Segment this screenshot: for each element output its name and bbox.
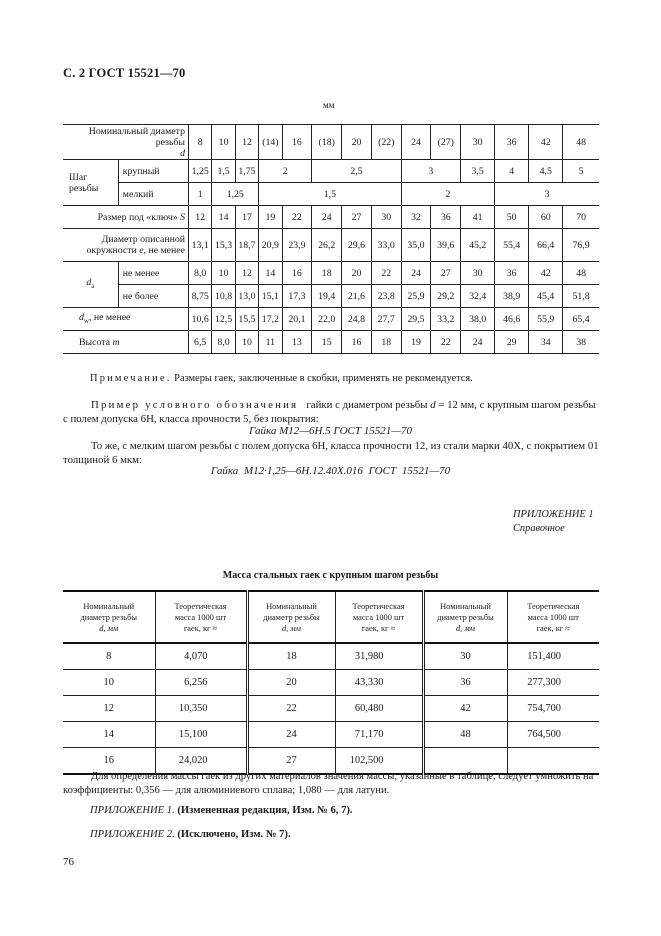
header-mass-3: Теоретическая масса 1000 шт гаек, кг ≈ [507, 591, 599, 643]
table1-cell: 20,9 [259, 229, 282, 262]
table1-cell: 27 [342, 206, 372, 229]
table1-cell: 4 [495, 160, 529, 183]
mass-table-cell: 16 [63, 748, 155, 775]
mass-table-cell: 10 [63, 670, 155, 696]
row-da-max [63, 285, 599, 308]
mass-table-cell: 24,020 [155, 748, 247, 775]
table1-cell: 50 [495, 206, 529, 229]
dw-label: $d_w$, не менее [63, 308, 188, 331]
table1-cell: 18,7 [235, 229, 258, 262]
designation-formula-2: Гайка М12·1,25—6Н.12.40Х.016 ГОСТ 15521—70 [210, 465, 451, 477]
other-materials-paragraph: Для определения массы гаек из других материалов значения массы, указанные в таблице, следует умножить на коэффициенты: 0,356 — для алюминиевого сплава; 1,080 — для латуни. [63, 771, 594, 796]
table1-cell: 30 [461, 262, 495, 285]
table1-cell: 13,1 [188, 229, 211, 262]
mass-table-cell: 102,500 [335, 748, 423, 775]
table1-cell: 48 [563, 125, 599, 160]
table1-cell: 29,5 [401, 308, 431, 331]
table1-cell: 33,0 [371, 229, 401, 262]
mass-table-cell: 754,700 [507, 696, 599, 722]
table1-cell: 3,5 [461, 160, 495, 183]
table1-cell: 10,8 [212, 285, 235, 308]
table1-cell: 51,8 [563, 285, 599, 308]
table1-cell: 1,75 [235, 160, 258, 183]
table1-cell: 35,0 [401, 229, 431, 262]
table1-cell: 13 [282, 331, 312, 354]
designation-example-fine: То же, с мелким шагом резьбы с полем допуска 6H, класса прочности 12, из стали марки 40Х, с покрытием 01 толщиной 6 мкм: [63, 440, 599, 466]
table1-cell: 17 [235, 206, 258, 229]
row-key-size [63, 206, 599, 229]
table1-cell: 15 [312, 331, 342, 354]
table1-cell: 24 [461, 331, 495, 354]
table1-cell: 20 [342, 125, 372, 160]
table1-cell: 48 [563, 262, 599, 285]
mass-table-cell: 6,256 [155, 670, 247, 696]
appendix-1-subtitle: Справочное [513, 523, 565, 534]
table1-cell: 38 [563, 331, 599, 354]
mass-table-row [63, 643, 599, 670]
header-mass-1: Теоретическая масса 1000 шт гаек, кг ≈ [155, 591, 247, 643]
table1-cell: 65,4 [563, 308, 599, 331]
table1-cell: 15,5 [235, 308, 258, 331]
circumscribed-diameter-label: Диаметр описанной окружности e, не менее [63, 229, 188, 262]
table1-cell: 1,5 [212, 160, 235, 183]
table1-cell: 2 [259, 160, 312, 183]
table1-cell: 18 [371, 331, 401, 354]
table1-cell: 42 [529, 262, 563, 285]
mass-table-row [63, 722, 599, 748]
table1-cell: 34 [529, 331, 563, 354]
mass-table-cell: 43,330 [335, 670, 423, 696]
appendix-1-heading [513, 508, 594, 536]
mass-table-cell: 30 [423, 643, 507, 670]
table1-cell: 24,8 [342, 308, 372, 331]
table1-cell: 1,25 [212, 183, 259, 206]
table1-cell: 8,0 [188, 262, 211, 285]
table1-cell: (18) [312, 125, 342, 160]
mass-table-cell: 8 [63, 643, 155, 670]
table1-cell: 76,9 [563, 229, 599, 262]
table1-cell: 16 [342, 331, 372, 354]
mass-table-cell: 10,350 [155, 696, 247, 722]
table1-cell: 55,9 [529, 308, 563, 331]
table1-cell: 39,6 [431, 229, 461, 262]
header-mass-2: Теоретическая масса 1000 шт гаек, кг ≈ [335, 591, 423, 643]
table1-cell: 36 [495, 125, 529, 160]
mass-table-row [63, 696, 599, 722]
table1-cell: 22,0 [312, 308, 342, 331]
table1-cell: (14) [259, 125, 282, 160]
table1-cell: 70 [563, 206, 599, 229]
min-label: не менее [118, 262, 188, 285]
coarse-label: крупный [118, 160, 188, 183]
table1-cell: 30 [371, 206, 401, 229]
table1-cell: 17,2 [259, 308, 282, 331]
table1-cell: 4,5 [529, 160, 563, 183]
mass-table-cell: 764,500 [507, 722, 599, 748]
page-header-title: С. 2 ГОСТ 15521—70 [63, 66, 186, 80]
row-circumscribed-diameter [63, 229, 599, 262]
table1-cell: 23,9 [282, 229, 312, 262]
header-diameter-3: Номинальный диаметр резьбы d, мм [423, 591, 507, 643]
table1-cell: 22 [371, 262, 401, 285]
page-number: 76 [63, 856, 74, 868]
table1-cell: 27,7 [371, 308, 401, 331]
table1-cell: 32,4 [461, 285, 495, 308]
table1-cell: 45,4 [529, 285, 563, 308]
table1-cell: 30 [461, 125, 495, 160]
table1-cell: 66,4 [529, 229, 563, 262]
mass-table-cell: 18 [247, 643, 335, 670]
table1-cell: 6,5 [188, 331, 211, 354]
row-dw-min [63, 308, 599, 331]
amendment-appendix-2: ПРИЛОЖЕНИЕ 2. (Исключено, Изм. № 7). [90, 829, 291, 840]
da-label: $d_a$ [63, 262, 118, 308]
row-height [63, 331, 599, 354]
table1-cell: 45,2 [461, 229, 495, 262]
table1-cell: 25,9 [401, 285, 431, 308]
row-pitch-fine [63, 183, 599, 206]
table1-cell: (22) [371, 125, 401, 160]
mass-table-cell: 12 [63, 696, 155, 722]
table1-cell: 27 [431, 262, 461, 285]
table1-cell: 19,4 [312, 285, 342, 308]
amendment-appendix-1: ПРИЛОЖЕНИЕ 1. (Измененная редакция, Изм. № 6, 7). [90, 805, 353, 816]
table1-cell: 8 [188, 125, 211, 160]
table1-cell: 23,8 [371, 285, 401, 308]
table1-cell: 2 [401, 183, 495, 206]
table1-cell: 1 [188, 183, 211, 206]
table1-cell: 20,1 [282, 308, 312, 331]
mass-table-cell: 60,480 [335, 696, 423, 722]
table1-cell: 16 [282, 125, 312, 160]
table1-cell: 16 [282, 262, 312, 285]
table1-cell: 1,5 [259, 183, 401, 206]
mass-table-cell: 15,100 [155, 722, 247, 748]
table1-cell: 13,0 [235, 285, 258, 308]
mass-table-cell: 42 [423, 696, 507, 722]
table1-cell: 36 [495, 262, 529, 285]
table1-cell: 42 [529, 125, 563, 160]
table1-cell: 21,6 [342, 285, 372, 308]
table1-cell: 8,0 [212, 331, 235, 354]
mass-table-cell: 22 [247, 696, 335, 722]
table1-cell: 14 [212, 206, 235, 229]
designation-formula-1: Гайка М12—6Н.5 ГОСТ 15521—70 [248, 425, 413, 437]
mass-table-cell: 20 [247, 670, 335, 696]
table1-cell: 2,5 [312, 160, 401, 183]
table1-cell: 60 [529, 206, 563, 229]
nut-mass-table [63, 590, 599, 775]
row-nominal-diameter [63, 125, 599, 160]
table1-cell: 12 [235, 125, 258, 160]
table1-cell: 10 [212, 262, 235, 285]
table1-cell: 14 [259, 262, 282, 285]
table1-cell: 10 [235, 331, 258, 354]
table1-cell: 24 [401, 125, 431, 160]
nut-dimensions-table [63, 124, 599, 354]
table1-cell: 36 [431, 206, 461, 229]
mass-table-cell: 151,400 [507, 643, 599, 670]
table1-cell: 10 [212, 125, 235, 160]
table1-cell: 29,6 [342, 229, 372, 262]
nominal-diameter-label: Номинальный диаметр резьбы d [63, 125, 188, 160]
row-pitch-coarse [63, 160, 599, 183]
table1-cell: 19 [259, 206, 282, 229]
units-label: мм [323, 100, 335, 110]
mass-table-cell: 36 [423, 670, 507, 696]
mass-table-row [63, 670, 599, 696]
table1-cell: 22 [282, 206, 312, 229]
appendix-1-title: ПРИЛОЖЕНИЕ 1 [513, 509, 594, 520]
table1-cell: 33,2 [431, 308, 461, 331]
mass-table-title: Масса стальных гаек с крупным шагом резьбы [222, 570, 439, 581]
key-size-label: Размер под «ключ» S [63, 206, 188, 229]
table1-cell: 11 [259, 331, 282, 354]
table1-cell: 38,0 [461, 308, 495, 331]
pitch-label: Шаг резьбы [63, 160, 118, 206]
row-da-min [63, 262, 599, 285]
header-diameter-2: Номинальный диаметр резьбы d, мм [247, 591, 335, 643]
mass-table-cell: 14 [63, 722, 155, 748]
table1-cell: (27) [431, 125, 461, 160]
designation-example: Пример условного обозначения гайки с диаметром резьбы d = 12 мм, с крупным шагом резьбы с полем допуска 6H, класса прочности 5, без покрытия: [63, 399, 596, 425]
table1-cell: 46,6 [495, 308, 529, 331]
table1-cell: 17,3 [282, 285, 312, 308]
table1-cell: 12,5 [212, 308, 235, 331]
table1-cell: 3 [495, 183, 599, 206]
table1-cell: 24 [401, 262, 431, 285]
table1-cell: 41 [461, 206, 495, 229]
table1-cell: 15,3 [212, 229, 235, 262]
table1-cell: 22 [431, 331, 461, 354]
table1-cell: 32 [401, 206, 431, 229]
mass-table-cell: 31,980 [335, 643, 423, 670]
table1-cell: 24 [312, 206, 342, 229]
table1-cell: 19 [401, 331, 431, 354]
table1-cell: 15,1 [259, 285, 282, 308]
mass-table-cell: 27 [247, 748, 335, 775]
table-note: Примечание. Размеры гаек, заключенные в скобки, применять не рекомендуется. [90, 373, 473, 384]
table1-cell: 12 [188, 206, 211, 229]
table1-cell: 55,4 [495, 229, 529, 262]
table1-cell: 1,25 [188, 160, 211, 183]
table1-cell: 29 [495, 331, 529, 354]
header-diameter-1: Номинальный диаметр резьбы d, мм [63, 591, 155, 643]
table1-cell: 5 [563, 160, 599, 183]
table1-cell: 38,9 [495, 285, 529, 308]
mass-table-header [63, 591, 599, 643]
table1-cell: 10,6 [188, 308, 211, 331]
table1-cell: 3 [401, 160, 461, 183]
mass-table-cell: 277,300 [507, 670, 599, 696]
mass-table-cell: 4,070 [155, 643, 247, 670]
mass-table-cell: 48 [423, 722, 507, 748]
table1-cell: 29,2 [431, 285, 461, 308]
table1-cell: 26,2 [312, 229, 342, 262]
fine-label: мелкий [118, 183, 188, 206]
height-label: Высота m [63, 331, 188, 354]
table1-cell: 18 [312, 262, 342, 285]
table1-cell: 20 [342, 262, 372, 285]
max-label: не более [118, 285, 188, 308]
table1-cell: 12 [235, 262, 258, 285]
mass-table-cell: 71,170 [335, 722, 423, 748]
table1-cell: 8,75 [188, 285, 211, 308]
mass-table-cell: 24 [247, 722, 335, 748]
